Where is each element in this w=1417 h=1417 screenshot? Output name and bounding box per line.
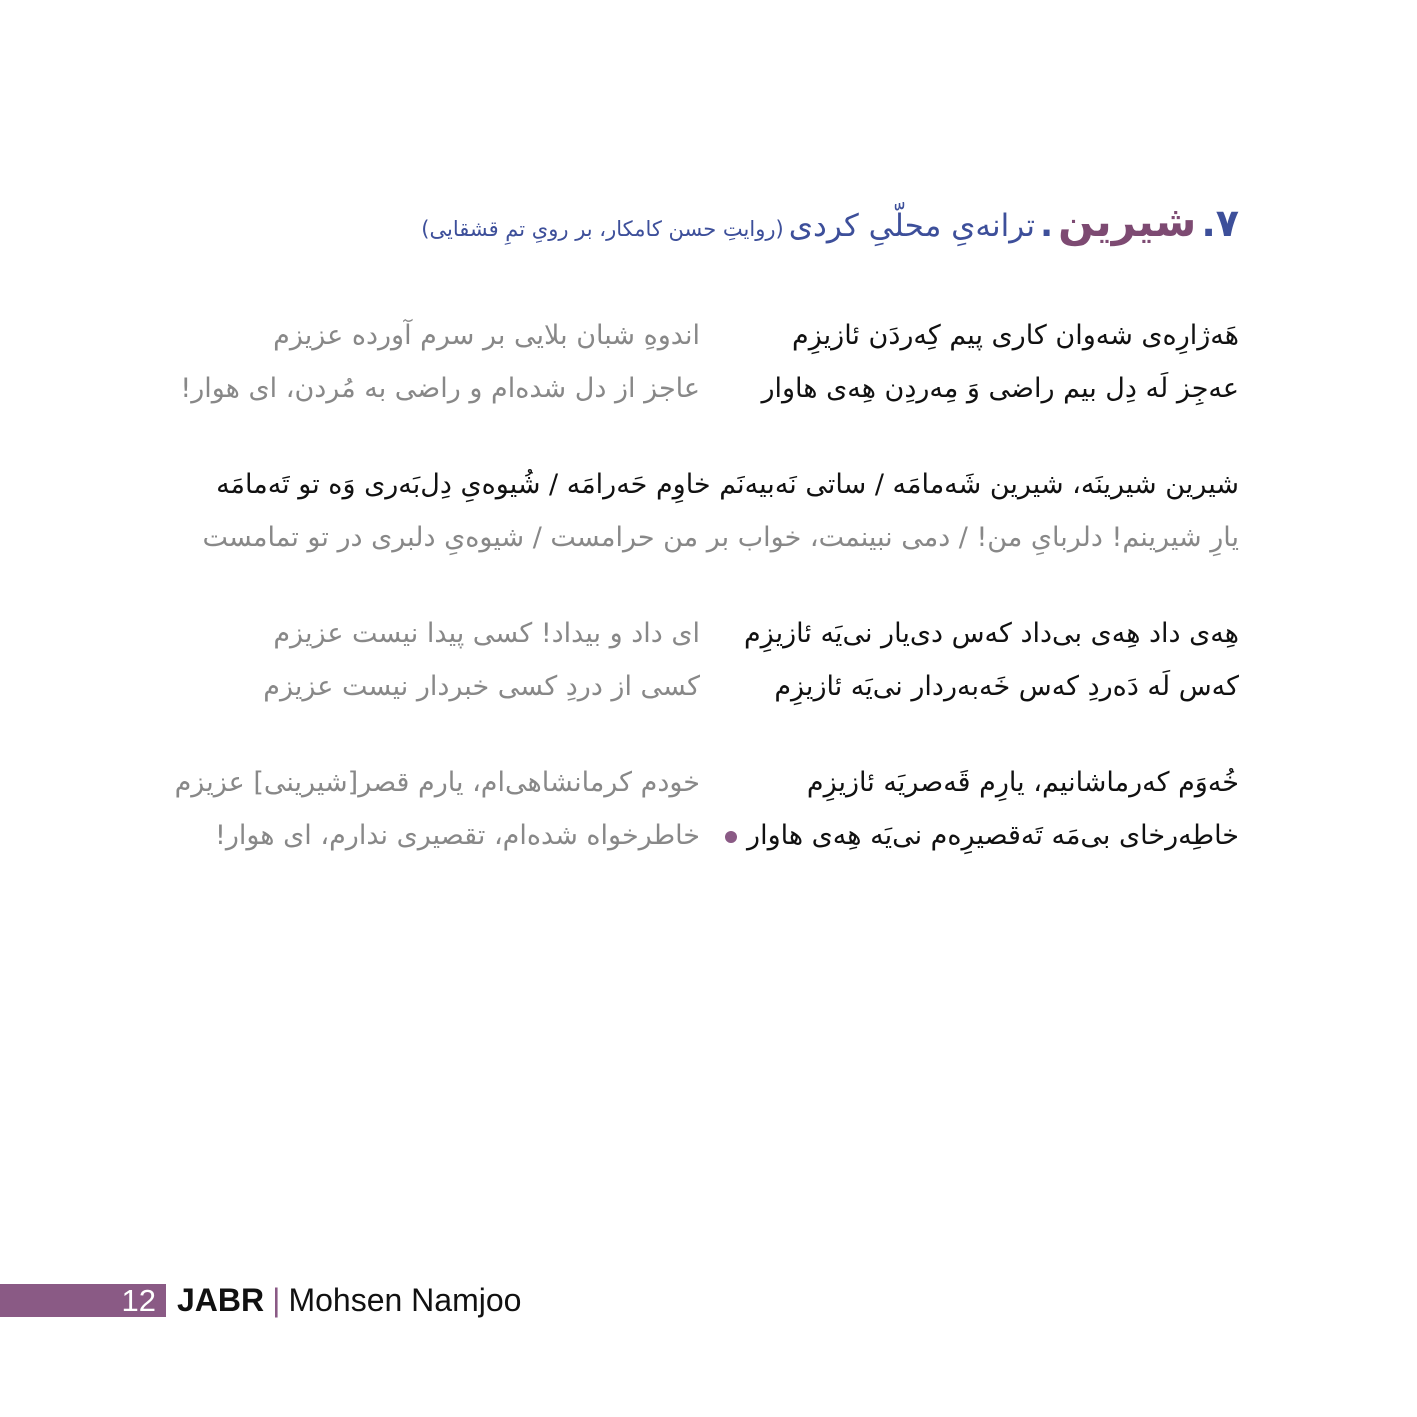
persian-translation-line: خودم کرمانشاهی‌ام، یارم قصر[شیرینی] عزیزم [174,767,700,798]
kurdish-line-text: خاطِه‌رخای بی‌مَه تَه‌قصیرِه‌م نی‌یَه هِه‌ی هاوار [747,820,1239,851]
persian-translation-line: عاجز از دل شده‌ام و راضی به مُردن، ای هوار! [180,373,700,404]
persian-translation-line: ای داد و بیداد! کسی پیدا نیست عزیزم [273,618,700,649]
kurdish-line: هِه‌ی داد هِه‌ی بی‌داد که‌س دی‌یار نی‌یَه ئازیزِم [743,618,1239,649]
song-subtitle: ترانه‌یِ محلّیِ کردی [788,208,1036,244]
footer-separator: | [272,1282,281,1318]
kurdish-line: که‌س لَه دَه‌ردِ که‌س خَه‌به‌ردار نی‌یَه ئازیزِم [774,671,1239,702]
section-heading [139,192,1239,261]
section-number: ۷. [1201,201,1239,245]
kurdish-line: هَه‌ژارِه‌ی شه‌وان کاری پیم کِه‌ردَن ئازیزِم [792,320,1239,351]
refrain-kurdish-line: شیرین شیرینَه، شیرین شَه‌مامَه / ساتی نَه‌بیه‌نَم خاوِم حَه‌رامَه / شُیوه‌یِ دِل‌بَه‌ری وَه تو تَه‌مامَه [216,469,1239,500]
song-attribution: (روایتِ حسن کامکار، بر رویِ تمِ قشقایی) [421,217,784,241]
kurdish-line: خُه‌وَم که‌رماشانیم، یارِم قَه‌صریَه ئازیزِم [806,767,1239,798]
kurdish-line: عه‌جِز لَه دِل بیم راضی وَ مِه‌ردِن هِه‌ی هاوار [761,373,1239,404]
end-bullet-icon [725,831,737,843]
refrain-persian-line: یارِ شیرینم! دلربایِ من! / دمی نبینمت، خواب بر من حرامست / شیوه‌یِ دلبری در تو تمامست [202,522,1239,553]
title-dot: . [1040,205,1054,245]
footer-credits [177,1280,521,1320]
persian-translation-line: خاطرخواه شده‌ام، تقصیری ندارم، ای هوار! [215,820,700,851]
author-name: Mohsen Namjoo [288,1282,522,1318]
book-title: JABR [177,1282,265,1318]
kurdish-line-final [725,816,1239,856]
persian-translation-line: کسی از دردِ کسی خبردار نیست عزیزم [263,671,700,702]
persian-translation-line: اندوهِ شبان بلایی بر سرم آورده عزیزم [273,320,700,351]
footer-page-bar [0,1284,166,1317]
page-number: 12 [121,1283,156,1318]
song-title: شیرین [1058,197,1197,246]
